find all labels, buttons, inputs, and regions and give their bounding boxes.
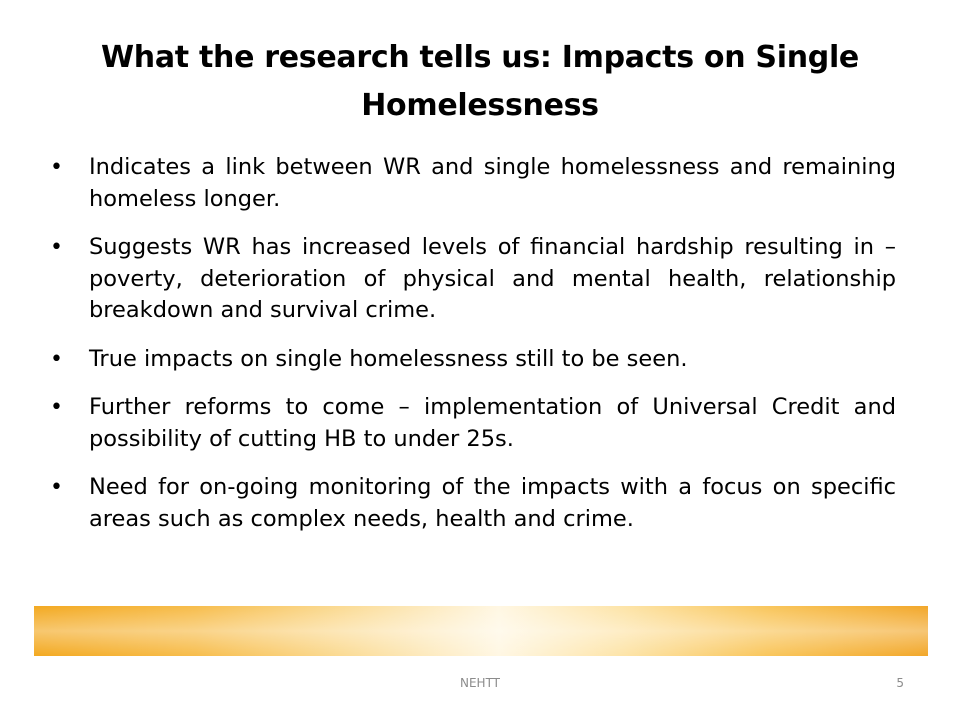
footer-text: NEHTT [459, 676, 501, 690]
decorative-gold-band [34, 606, 928, 656]
bullet-text-4: Further reforms to come – implementation of Universal Credit and possibility of cutting HB to under 25s. [89, 394, 896, 452]
slide-title-line-2: Homelessness [361, 88, 599, 123]
bullet-item-3 [50, 344, 896, 376]
bullet-item-4 [50, 392, 896, 455]
bullet-dot-icon: • [50, 235, 63, 260]
bullet-item-5 [50, 472, 896, 535]
bullet-text-2: Suggests WR has increased levels of financial hardship resulting in – poverty, deterioration of physical and mental health, relationship breakdown and survival crime. [89, 234, 896, 323]
page-number: 5 [896, 676, 904, 690]
slide-title [60, 34, 900, 130]
bullet-item-1 [50, 152, 896, 215]
bullet-text-5: Need for on-going monitoring of the impacts with a focus on specific areas such as complex needs, health and crime. [89, 474, 896, 532]
bullet-item-2 [50, 232, 896, 327]
bullet-text-1: Indicates a link between WR and single homelessness and remaining homeless longer. [89, 154, 896, 212]
bullet-dot-icon: • [50, 395, 63, 420]
bullet-text-3: True impacts on single homelessness still to be seen. [89, 345, 688, 372]
bullet-dot-icon: • [50, 346, 63, 372]
bullet-list [50, 152, 896, 552]
bullet-dot-icon: • [50, 155, 63, 180]
bullet-dot-icon: • [50, 475, 63, 500]
slide-title-line-1: What the research tells us: Impacts on Single [101, 40, 859, 75]
